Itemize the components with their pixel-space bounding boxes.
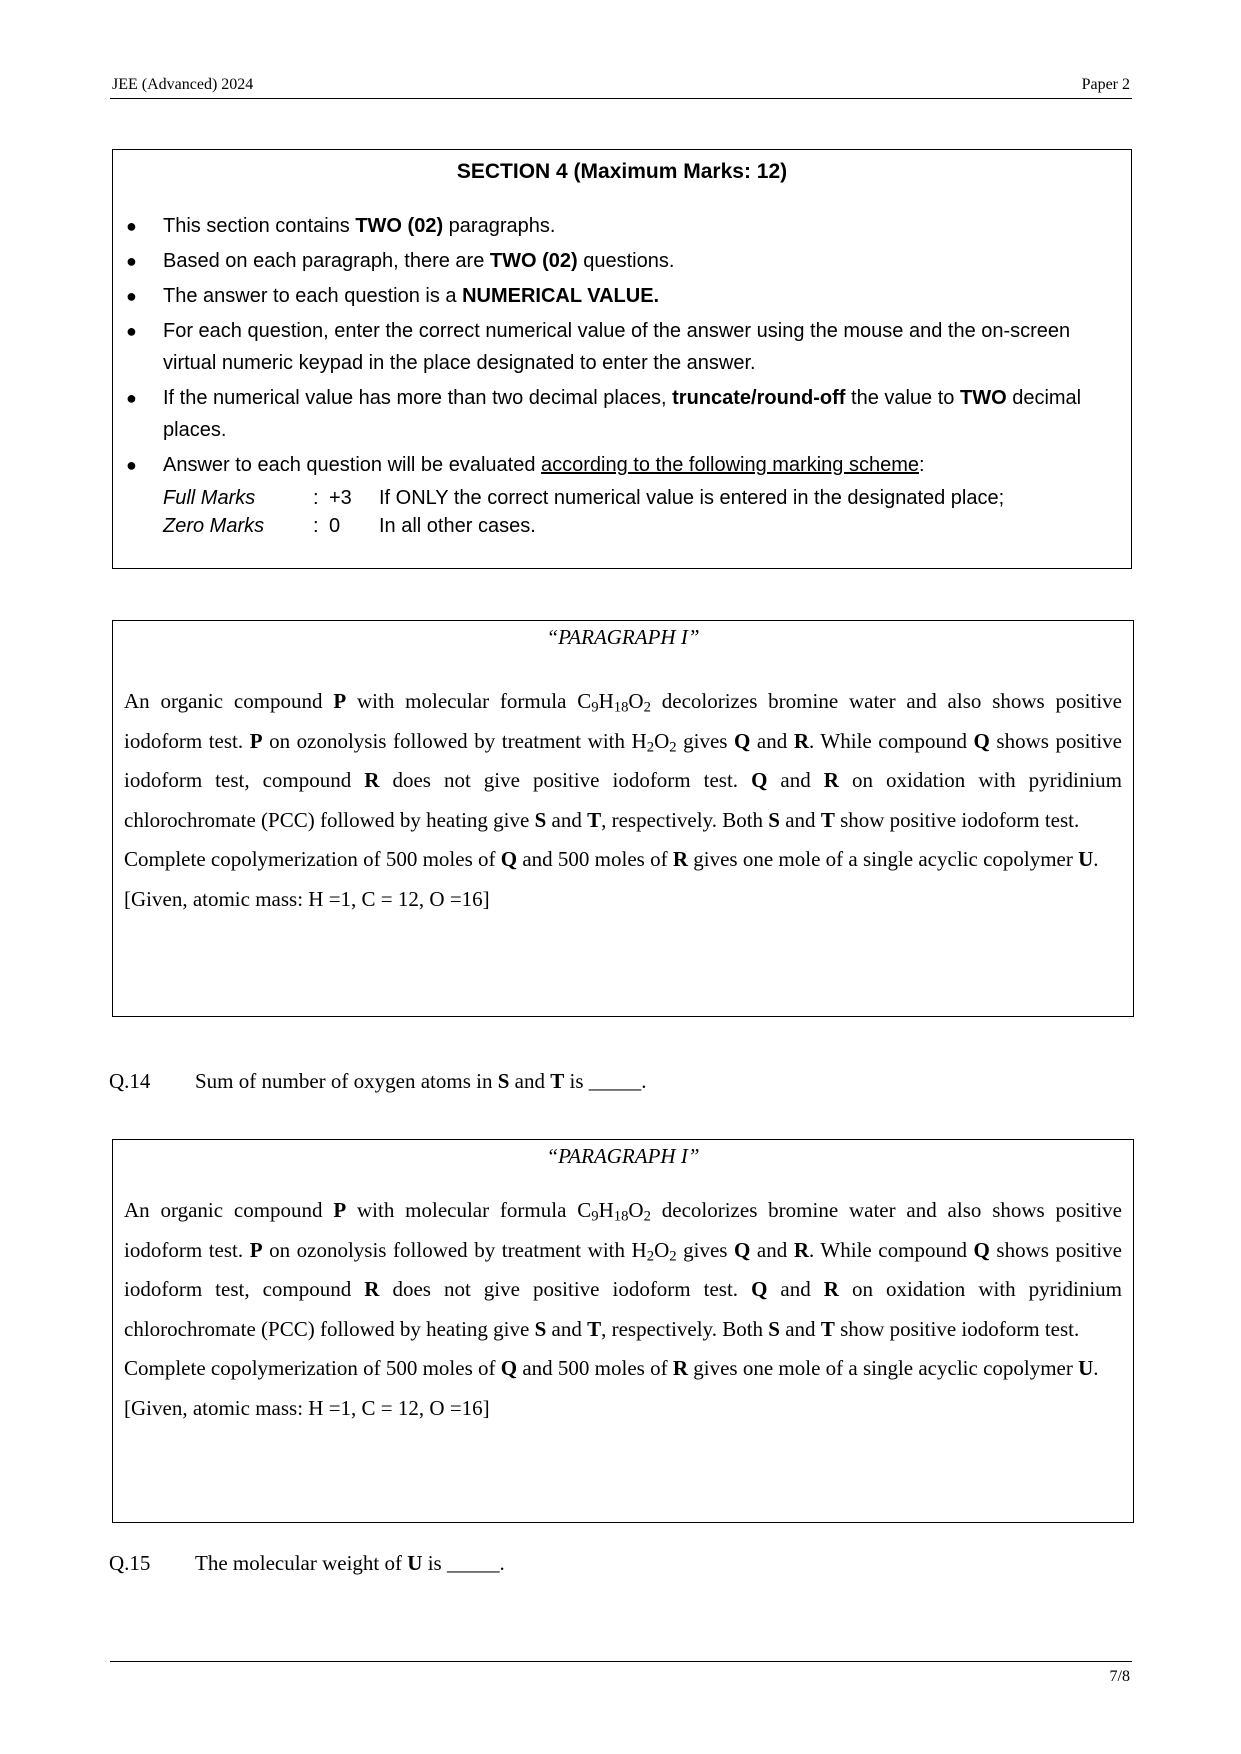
- instruction-text: Based on each paragraph, there are TWO (02) questions.: [163, 250, 675, 272]
- instruction-item: [121, 245, 1121, 277]
- page-footer: [110, 1661, 1132, 1685]
- marks-colon: :: [313, 487, 319, 509]
- instruction-text: Answer to each question will be evaluated according to the following marking scheme:: [163, 454, 925, 476]
- marks-label: Zero Marks: [163, 515, 265, 537]
- instruction-item: [121, 382, 1121, 446]
- paragraph-line: An organic compound P with molecular formula $C_9H_{18}O_2$ decolorizes bromine water and also shows positive iodoform test. P on ozonolysis followed by treatment with $H_2O_2$ gives Q and R. While compound Q shows positive iodoform test, compound R does not give positive iodoform test. Q and R on oxidation with pyridinium chlorochromate (PCC) followed by heating give S and T, respectively. Both S and T show positive iodoform test.: [124, 689, 1123, 832]
- instruction-list: [121, 210, 1121, 484]
- marks-label: Full Marks: [163, 487, 256, 509]
- bullet-icon: ●: [126, 321, 137, 341]
- exam-name: JEE (Advanced) 2024: [112, 76, 254, 93]
- paragraph-text: [124, 682, 1122, 919]
- section-instructions-box: [112, 149, 1132, 569]
- section-title: SECTION 4 (Maximum Marks: 12): [456, 160, 788, 183]
- bullet-icon: ●: [126, 251, 137, 271]
- paragraph-text: [124, 1191, 1122, 1428]
- bullet-icon: ●: [126, 455, 137, 475]
- paragraph-title: “PARAGRAPH I”: [546, 1144, 700, 1168]
- page-header: [110, 74, 1132, 99]
- question-text: The molecular weight of U is _____.: [195, 1551, 505, 1575]
- page-number: 7/8: [1109, 1668, 1130, 1685]
- question-number: Q.14: [109, 1069, 151, 1093]
- question-text: Sum of number of oxygen atoms in S and T is _____.: [195, 1069, 647, 1093]
- instruction-item: [121, 280, 1121, 312]
- marks-description: In all other cases.: [379, 515, 536, 537]
- paragraph-title: “PARAGRAPH I”: [546, 625, 700, 649]
- paragraph-line: [Given, atomic mass: H =1, C = 12, O =16]: [124, 886, 490, 911]
- paragraph-box: [112, 1139, 1134, 1523]
- instruction-text: The answer to each question is a NUMERICAL VALUE.: [163, 285, 660, 307]
- bullet-icon: ●: [126, 388, 137, 408]
- paragraph-line: [Given, atomic mass: H =1, C = 12, O =16]: [124, 1395, 490, 1420]
- bullet-icon: ●: [126, 286, 137, 306]
- instruction-item: [121, 449, 1121, 481]
- marks-value: 0: [329, 515, 341, 537]
- instruction-text: This section contains TWO (02) paragraphs.: [163, 215, 556, 237]
- marks-value: +3: [329, 487, 352, 509]
- marks-colon: :: [313, 515, 319, 537]
- marks-description: If ONLY the correct numerical value is entered in the designated place;: [379, 487, 1005, 509]
- instruction-item: [121, 315, 1121, 379]
- paragraph-line: An organic compound P with molecular formula $C_9H_{18}O_2$ decolorizes bromine water and also shows positive iodoform test. P on ozonolysis followed by treatment with $H_2O_2$ gives Q and R. While compound Q shows positive iodoform test, compound R does not give positive iodoform test. Q and R on oxidation with pyridinium chlorochromate (PCC) followed by heating give S and T, respectively. Both S and T show positive iodoform test.: [124, 1198, 1123, 1341]
- paragraph-line: Complete copolymerization of 500 moles of Q and 500 moles of R gives one mole of a single acyclic copolymer U.: [124, 847, 1099, 871]
- bullet-icon: ●: [126, 216, 137, 236]
- instruction-text: For each question, enter the correct numerical value of the answer using the mouse and the on-screen virtual numeric keypad in the place designated to enter the answer.: [163, 320, 1071, 374]
- paper-name: Paper 2: [1081, 76, 1130, 93]
- instruction-text: If the numerical value has more than two decimal places, truncate/round-off the value to TWO decimal places.: [163, 387, 1082, 441]
- paragraph-line: Complete copolymerization of 500 moles of Q and 500 moles of R gives one mole of a single acyclic copolymer U.: [124, 1356, 1099, 1380]
- instruction-item: [121, 210, 1121, 242]
- paragraph-box: [112, 620, 1134, 1017]
- question-number: Q.15: [109, 1551, 151, 1575]
